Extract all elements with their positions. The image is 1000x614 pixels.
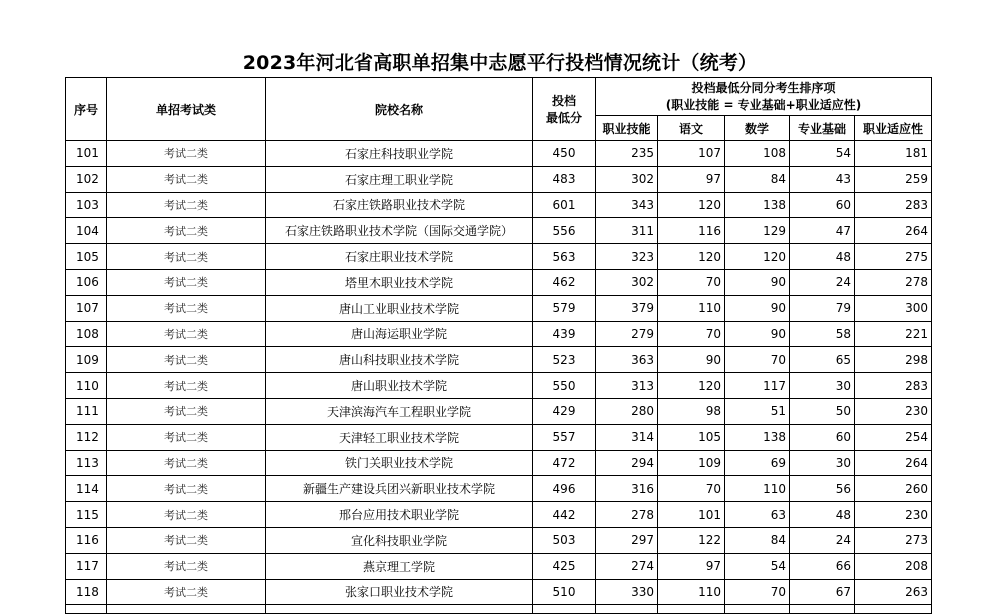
cell-base: 30	[790, 373, 855, 399]
cell-category: 考试二类	[107, 269, 266, 295]
cell-adapt: 278	[855, 269, 932, 295]
cell-category: 考试二类	[107, 450, 266, 476]
cell-math: 70	[725, 347, 790, 373]
cell-adapt: 264	[855, 450, 932, 476]
table-cell-partial	[107, 605, 266, 614]
cell-math: 54	[725, 553, 790, 579]
cell-skill: 314	[596, 424, 658, 450]
cell-adapt: 230	[855, 502, 932, 528]
cell-category: 考试二类	[107, 218, 266, 244]
cell-min-score: 496	[533, 476, 596, 502]
cell-seq: 106	[66, 269, 107, 295]
cell-seq: 113	[66, 450, 107, 476]
cell-skill: 278	[596, 502, 658, 528]
cell-seq: 110	[66, 373, 107, 399]
cell-adapt: 283	[855, 373, 932, 399]
cell-category: 考试二类	[107, 424, 266, 450]
cell-chinese: 70	[658, 476, 725, 502]
cell-seq: 102	[66, 166, 107, 192]
table-row	[66, 244, 932, 270]
cell-math: 70	[725, 579, 790, 605]
cell-skill: 280	[596, 398, 658, 424]
cell-adapt: 298	[855, 347, 932, 373]
score-table	[65, 77, 932, 614]
cell-math: 117	[725, 373, 790, 399]
cell-base: 60	[790, 192, 855, 218]
cell-skill: 330	[596, 579, 658, 605]
cell-seq: 118	[66, 579, 107, 605]
cell-min-score: 483	[533, 166, 596, 192]
cell-category: 考试二类	[107, 527, 266, 553]
cell-chinese: 70	[658, 321, 725, 347]
cell-school: 天津滨海汽车工程职业学院	[266, 398, 533, 424]
cell-school: 塔里木职业技术学院	[266, 269, 533, 295]
cell-base: 65	[790, 347, 855, 373]
cell-adapt: 273	[855, 527, 932, 553]
cell-chinese: 101	[658, 502, 725, 528]
cell-chinese: 109	[658, 450, 725, 476]
cell-base: 50	[790, 398, 855, 424]
cell-school: 唐山职业技术学院	[266, 373, 533, 399]
cell-skill: 343	[596, 192, 658, 218]
cell-adapt: 275	[855, 244, 932, 270]
cell-school: 新疆生产建设兵团兴新职业技术学院	[266, 476, 533, 502]
cell-category: 考试二类	[107, 166, 266, 192]
cell-skill: 274	[596, 553, 658, 579]
cell-base: 56	[790, 476, 855, 502]
table-cell-partial	[533, 605, 596, 614]
cell-adapt: 260	[855, 476, 932, 502]
table-row	[66, 398, 932, 424]
table-cell-partial	[66, 605, 107, 614]
cell-base: 24	[790, 527, 855, 553]
cell-min-score: 442	[533, 502, 596, 528]
table-row	[66, 424, 932, 450]
cell-base: 30	[790, 450, 855, 476]
header-school: 院校名称	[266, 78, 533, 141]
cell-min-score: 429	[533, 398, 596, 424]
cell-skill: 363	[596, 347, 658, 373]
cell-adapt: 283	[855, 192, 932, 218]
cell-category: 考试二类	[107, 502, 266, 528]
cell-math: 84	[725, 166, 790, 192]
cell-school: 石家庄理工职业学院	[266, 166, 533, 192]
cell-chinese: 116	[658, 218, 725, 244]
cell-school: 唐山工业职业技术学院	[266, 295, 533, 321]
cell-chinese: 110	[658, 579, 725, 605]
cell-min-score: 472	[533, 450, 596, 476]
cell-base: 67	[790, 579, 855, 605]
cell-adapt: 264	[855, 218, 932, 244]
cell-skill: 294	[596, 450, 658, 476]
table-cell-partial	[725, 605, 790, 614]
header-tiebreak-title: 投档最低分同分考生排序项	[691, 80, 836, 95]
cell-seq: 101	[66, 141, 107, 167]
cell-adapt: 259	[855, 166, 932, 192]
cell-min-score: 425	[533, 553, 596, 579]
cell-seq: 109	[66, 347, 107, 373]
cell-math: 51	[725, 398, 790, 424]
cell-school: 张家口职业技术学院	[266, 579, 533, 605]
cell-seq: 116	[66, 527, 107, 553]
cell-seq: 115	[66, 502, 107, 528]
header-seq: 序号	[66, 78, 107, 141]
cell-min-score: 462	[533, 269, 596, 295]
cell-adapt: 208	[855, 553, 932, 579]
cell-chinese: 98	[658, 398, 725, 424]
cell-base: 58	[790, 321, 855, 347]
header-tiebreak-group	[596, 78, 932, 116]
cell-chinese: 90	[658, 347, 725, 373]
cell-seq: 108	[66, 321, 107, 347]
cell-school: 邢台应用技术职业学院	[266, 502, 533, 528]
cell-chinese: 70	[658, 269, 725, 295]
cell-category: 考试二类	[107, 295, 266, 321]
cell-seq: 117	[66, 553, 107, 579]
header-skill: 职业技能	[596, 116, 658, 141]
cell-min-score: 601	[533, 192, 596, 218]
table-cell-partial	[855, 605, 932, 614]
cell-adapt: 221	[855, 321, 932, 347]
cell-skill: 279	[596, 321, 658, 347]
header-base: 专业基础	[790, 116, 855, 141]
cell-math: 129	[725, 218, 790, 244]
header-chinese: 语文	[658, 116, 725, 141]
cell-seq: 105	[66, 244, 107, 270]
table-cell-partial	[790, 605, 855, 614]
cell-skill: 313	[596, 373, 658, 399]
header-min-score	[533, 78, 596, 141]
cell-category: 考试二类	[107, 373, 266, 399]
table-row	[66, 269, 932, 295]
cell-base: 24	[790, 269, 855, 295]
cell-math: 138	[725, 192, 790, 218]
page-title: 2023年河北省高职单招集中志愿平行投档情况统计（统考）	[242, 52, 758, 74]
cell-category: 考试二类	[107, 141, 266, 167]
table-row	[66, 373, 932, 399]
cell-category: 考试二类	[107, 321, 266, 347]
cell-chinese: 107	[658, 141, 725, 167]
cell-skill: 323	[596, 244, 658, 270]
table-row-partial	[66, 605, 932, 614]
table-row	[66, 579, 932, 605]
cell-base: 48	[790, 244, 855, 270]
header-adapt: 职业适应性	[855, 116, 932, 141]
cell-school: 石家庄科技职业学院	[266, 141, 533, 167]
cell-school: 石家庄铁路职业技术学院（国际交通学院）	[266, 218, 533, 244]
cell-adapt: 230	[855, 398, 932, 424]
table-row	[66, 502, 932, 528]
table-row	[66, 347, 932, 373]
cell-math: 108	[725, 141, 790, 167]
cell-skill: 297	[596, 527, 658, 553]
table-row	[66, 450, 932, 476]
table-row	[66, 476, 932, 502]
cell-math: 84	[725, 527, 790, 553]
cell-category: 考试二类	[107, 244, 266, 270]
cell-math: 63	[725, 502, 790, 528]
table-row	[66, 553, 932, 579]
header-category: 单招考试类	[107, 78, 266, 141]
cell-category: 考试二类	[107, 579, 266, 605]
cell-seq: 111	[66, 398, 107, 424]
cell-category: 考试二类	[107, 553, 266, 579]
table-cell-partial	[596, 605, 658, 614]
cell-skill: 311	[596, 218, 658, 244]
cell-chinese: 120	[658, 192, 725, 218]
cell-min-score: 556	[533, 218, 596, 244]
table-row	[66, 321, 932, 347]
cell-math: 90	[725, 321, 790, 347]
cell-math: 110	[725, 476, 790, 502]
cell-base: 47	[790, 218, 855, 244]
cell-school: 宣化科技职业学院	[266, 527, 533, 553]
table-row	[66, 141, 932, 167]
cell-chinese: 97	[658, 553, 725, 579]
cell-min-score: 563	[533, 244, 596, 270]
cell-school: 天津轻工职业技术学院	[266, 424, 533, 450]
cell-base: 54	[790, 141, 855, 167]
cell-category: 考试二类	[107, 476, 266, 502]
cell-skill: 235	[596, 141, 658, 167]
cell-school: 石家庄职业技术学院	[266, 244, 533, 270]
header-tiebreak-formula: (职业技能 = 专业基础+职业适应性)	[665, 97, 862, 112]
cell-category: 考试二类	[107, 398, 266, 424]
cell-adapt: 254	[855, 424, 932, 450]
table-row	[66, 527, 932, 553]
cell-min-score: 579	[533, 295, 596, 321]
table-cell-partial	[658, 605, 725, 614]
cell-seq: 103	[66, 192, 107, 218]
cell-base: 43	[790, 166, 855, 192]
cell-base: 66	[790, 553, 855, 579]
table-row	[66, 166, 932, 192]
table-header	[66, 78, 932, 141]
cell-min-score: 557	[533, 424, 596, 450]
cell-school: 唐山科技职业技术学院	[266, 347, 533, 373]
cell-min-score: 523	[533, 347, 596, 373]
cell-chinese: 120	[658, 373, 725, 399]
cell-seq: 107	[66, 295, 107, 321]
cell-math: 69	[725, 450, 790, 476]
cell-math: 120	[725, 244, 790, 270]
cell-min-score: 510	[533, 579, 596, 605]
cell-min-score: 450	[533, 141, 596, 167]
cell-adapt: 181	[855, 141, 932, 167]
cell-chinese: 105	[658, 424, 725, 450]
cell-math: 138	[725, 424, 790, 450]
cell-school: 唐山海运职业学院	[266, 321, 533, 347]
table-body	[66, 141, 932, 614]
cell-chinese: 110	[658, 295, 725, 321]
table-row	[66, 218, 932, 244]
cell-seq: 104	[66, 218, 107, 244]
cell-chinese: 122	[658, 527, 725, 553]
cell-base: 79	[790, 295, 855, 321]
cell-chinese: 97	[658, 166, 725, 192]
cell-seq: 112	[66, 424, 107, 450]
cell-adapt: 263	[855, 579, 932, 605]
table-row	[66, 295, 932, 321]
cell-skill: 316	[596, 476, 658, 502]
cell-base: 48	[790, 502, 855, 528]
header-min-score-line1: 投档	[551, 94, 576, 108]
cell-math: 90	[725, 295, 790, 321]
cell-min-score: 439	[533, 321, 596, 347]
cell-min-score: 550	[533, 373, 596, 399]
cell-math: 90	[725, 269, 790, 295]
cell-school: 石家庄铁路职业技术学院	[266, 192, 533, 218]
cell-category: 考试二类	[107, 347, 266, 373]
cell-seq: 114	[66, 476, 107, 502]
cell-skill: 302	[596, 166, 658, 192]
cell-chinese: 120	[658, 244, 725, 270]
cell-skill: 379	[596, 295, 658, 321]
cell-base: 60	[790, 424, 855, 450]
header-math: 数学	[725, 116, 790, 141]
cell-category: 考试二类	[107, 192, 266, 218]
cell-adapt: 300	[855, 295, 932, 321]
table-row	[66, 192, 932, 218]
cell-min-score: 503	[533, 527, 596, 553]
cell-skill: 302	[596, 269, 658, 295]
cell-school: 铁门关职业技术学院	[266, 450, 533, 476]
cell-school: 燕京理工学院	[266, 553, 533, 579]
header-min-score-line2: 最低分	[545, 111, 582, 125]
table-cell-partial	[266, 605, 533, 614]
